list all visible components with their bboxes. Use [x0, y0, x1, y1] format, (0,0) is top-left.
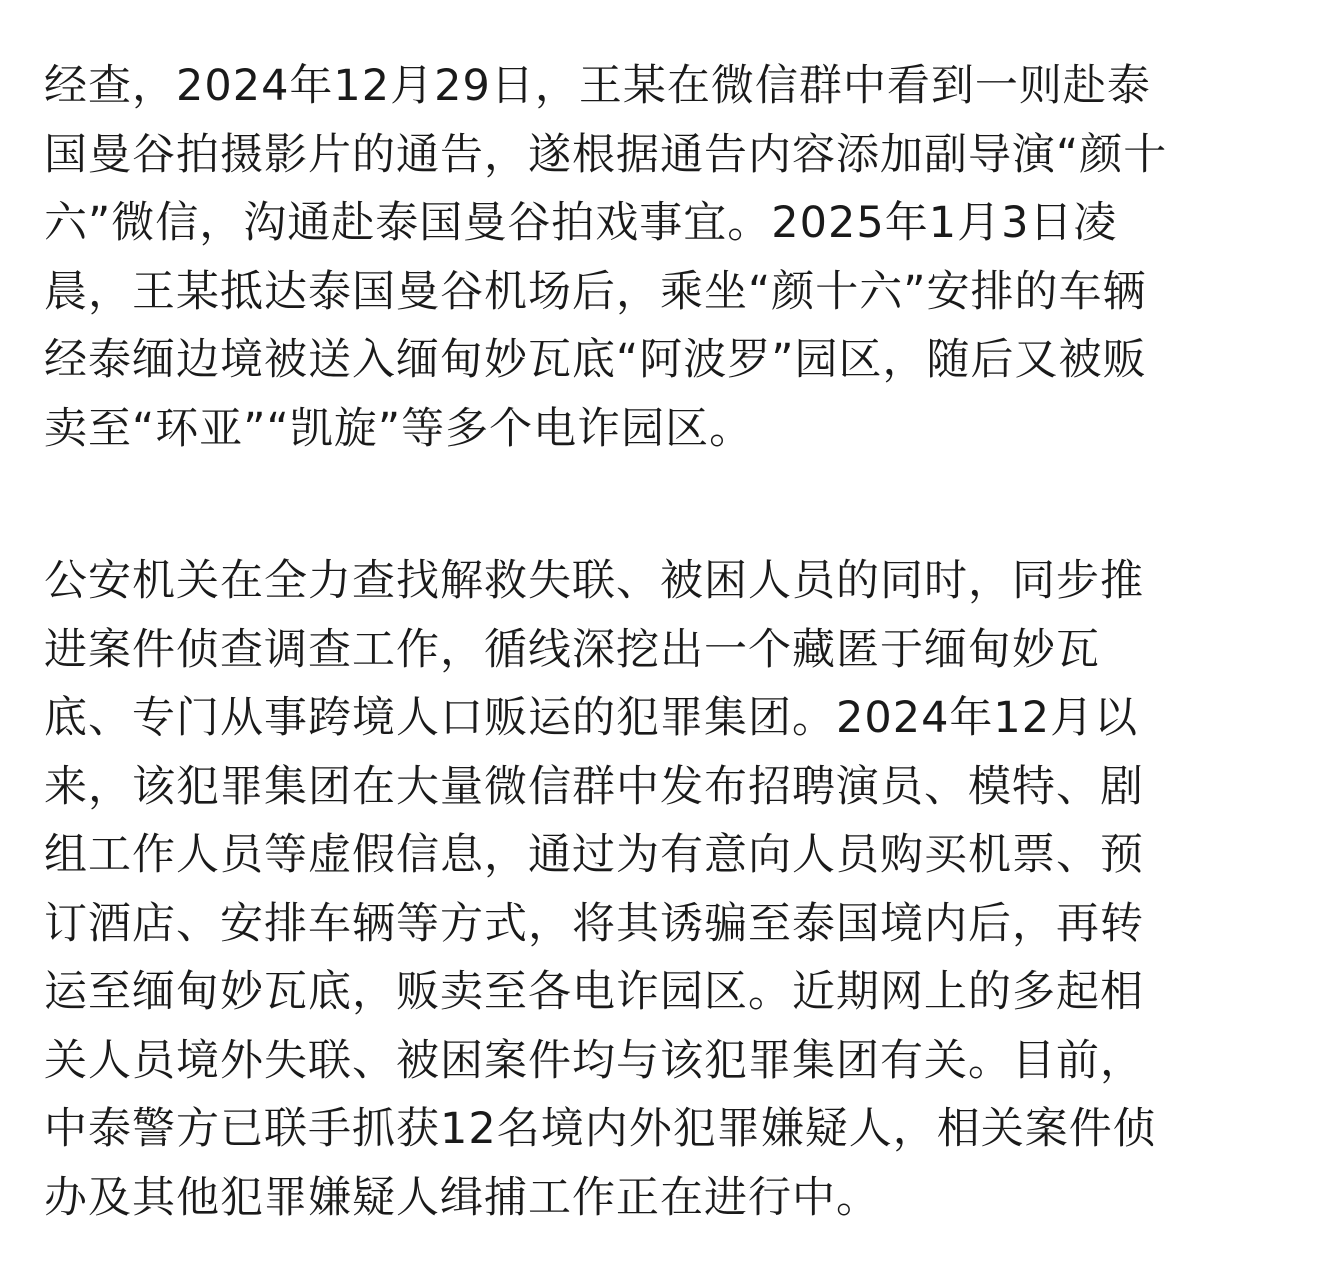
paragraph-1: [44, 52, 1284, 463]
text-line: 六”微信，沟通赴泰国曼谷拍戏事宜。2025年1月3日凌: [44, 198, 1118, 248]
text-line: 晨，王某抵达泰国曼谷机场后，乘坐“颜十六”安排的车辆: [44, 266, 1147, 317]
text-line: 运至缅甸妙瓦底，贩卖至各电诈园区。近期网上的多起相: [44, 967, 1144, 1017]
paragraph-spacer: [44, 463, 1284, 547]
text-line: 公安机关在全力查找解救失联、被困人员的同时，同步推: [44, 556, 1144, 606]
text-line: 进案件侦查调查工作，循线深挖出一个藏匿于缅甸妙瓦: [44, 624, 1100, 675]
text-line: 经查，2024年12月29日，王某在微信群中看到一则赴泰: [44, 61, 1151, 111]
text-line: 底、专门从事跨境人口贩运的犯罪集团。2024年12月以: [44, 693, 1139, 743]
text-line: 来，该犯罪集团在大量微信群中发布招聘演员、模特、剧: [44, 761, 1144, 812]
text-line: 办及其他犯罪嫌疑人缉捕工作正在进行中。: [44, 1172, 880, 1223]
text-line: 中泰警方已联手抓获12名境内外犯罪嫌疑人，相关案件侦: [44, 1104, 1157, 1154]
text-line: 卖至“环亚”“凯旋”等多个电诈园区。: [44, 403, 754, 454]
paragraph-2: [44, 547, 1284, 1232]
text-line: 关人员境外失联、被困案件均与该犯罪集团有关。目前，: [44, 1035, 1144, 1086]
text-line: 国曼谷拍摄影片的通告，遂根据通告内容添加副导演“颜十: [44, 129, 1168, 180]
article-body: [44, 52, 1284, 1232]
text-line: 订酒店、安排车辆等方式，将其诱骗至泰国境内后，再转: [44, 898, 1144, 949]
text-line: 经泰缅边境被送入缅甸妙瓦底“阿波罗”园区，随后又被贩: [44, 335, 1147, 385]
text-line: 组工作人员等虚假信息，通过为有意向人员购买机票、预: [44, 830, 1144, 880]
